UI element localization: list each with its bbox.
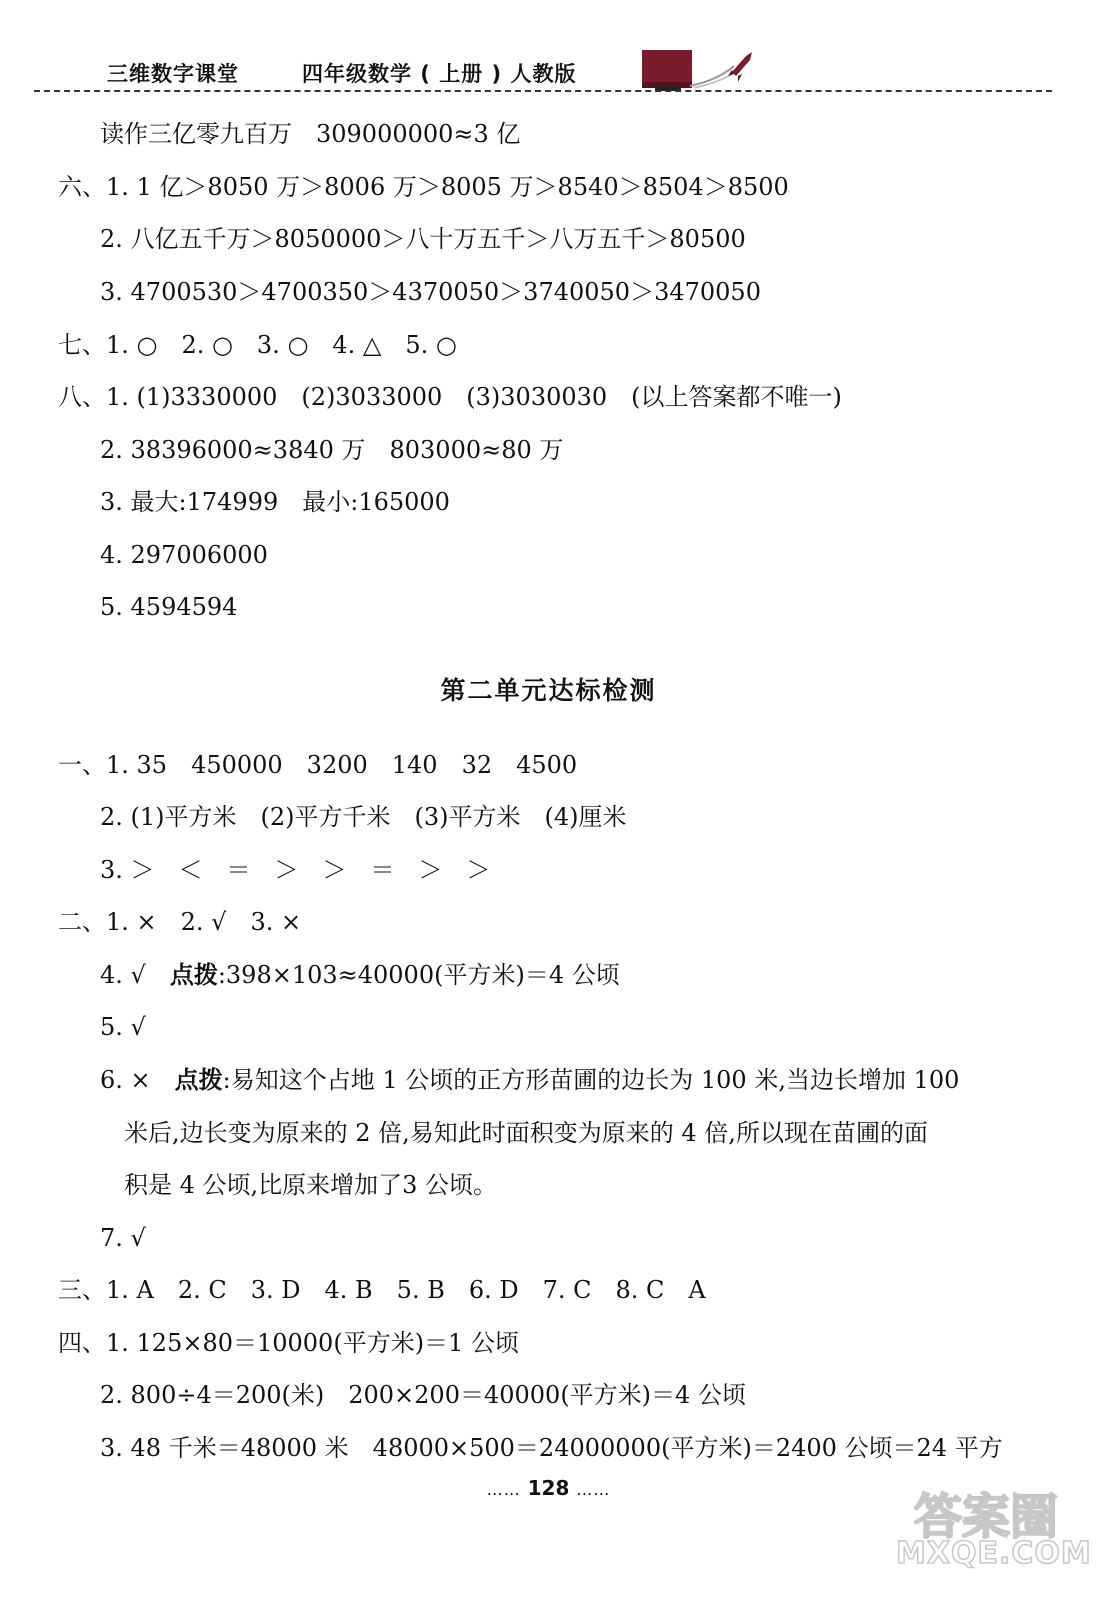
answer-line: 四、1. 125×80＝10000(平方米)＝1 公顷 xyxy=(58,1329,519,1357)
rocket-icon xyxy=(688,50,754,90)
page-dots-right: …… xyxy=(576,1480,611,1499)
answer-line: 3. ＞ ＜ ＝ ＞ ＞ ＝ ＞ ＞ xyxy=(100,856,491,884)
watermark-logo xyxy=(896,1478,1092,1578)
answer-line: 3. 4700530＞4700350＞4370050＞3740050＞3470050 xyxy=(100,278,761,306)
answer-line: 5. 4594594 xyxy=(100,593,238,621)
hint-text: :易知这个占地 1 公顷的正方形苗圃的边长为 100 米,当边长增加 100 xyxy=(222,1066,960,1094)
answer-line: 3. 48 千米＝48000 米 48000×500＝24000000(平方米)＝2400 公顷＝24 平方 xyxy=(100,1434,1003,1462)
answer-line: 2. 38396000≈3840 万 803000≈80 万 xyxy=(100,436,564,464)
page-dots-left: …… xyxy=(486,1480,521,1499)
answer-line: 3. 最大:174999 最小:165000 xyxy=(100,488,450,516)
answer-line: 七、1. ○ 2. ○ 3. ○ 4. △ 5. ○ xyxy=(58,331,457,359)
hint-text: :398×103≈40000(平方米)＝4 公顷 xyxy=(217,961,620,989)
answer-line-hint xyxy=(100,960,620,990)
answer-line: 5. √ xyxy=(100,1013,146,1041)
book-series-title: 三维数字课堂 xyxy=(107,62,239,86)
screen-logo-icon xyxy=(642,50,692,88)
hint-label: 点拨 xyxy=(169,961,218,989)
section-title: 第二单元达标检测 xyxy=(440,676,657,705)
page-header xyxy=(0,0,1097,96)
watermark-title: 答案圈 xyxy=(913,1489,1058,1545)
answer-line: 六、1. 1 亿＞8050 万＞8006 万＞8005 万＞8540＞8504＞8500 xyxy=(58,173,789,201)
answer-line: 二、1. × 2. √ 3. × xyxy=(58,908,302,936)
answer-line: 2. (1)平方米 (2)平方千米 (3)平方米 (4)厘米 xyxy=(100,803,627,831)
hint-label: 点拨 xyxy=(174,1066,223,1094)
answer-mark: 6. × xyxy=(100,1066,175,1094)
answer-line-hint xyxy=(100,1065,959,1095)
answer-line: 2. 800÷4＝200(米) 200×200＝40000(平方米)＝4 公顷 xyxy=(100,1381,746,1409)
page-number-value: 128 xyxy=(527,1476,570,1500)
hint-continuation: 积是 4 公顷,比原来增加了3 公顷。 xyxy=(124,1171,498,1199)
answer-line: 7. √ xyxy=(100,1224,146,1252)
answer-line: 八、1. (1)3330000 (2)3033000 (3)3030030 (以上答案都不唯一) xyxy=(58,383,842,411)
watermark-url: MXQE.COM xyxy=(896,1536,1092,1571)
answer-line: 三、1. A 2. C 3. D 4. B 5. B 6. D 7. C 8. C A xyxy=(58,1276,706,1304)
answer-line: 2. 八亿五千万＞8050000＞八十万五千＞八万五千＞80500 xyxy=(100,225,746,253)
book-subject-title: 四年级数学 ( 上册 ) 人教版 xyxy=(302,62,577,86)
hint-continuation: 米后,边长变为原来的 2 倍,易知此时面积变为原来的 4 倍,所以现在苗圃的面 xyxy=(124,1119,928,1147)
answer-mark: 4. √ xyxy=(100,961,170,989)
answer-line: 4. 297006000 xyxy=(100,541,268,569)
answer-line: 读作三亿零九百万 309000000≈3 亿 xyxy=(100,120,521,148)
answer-line: 一、1. 35 450000 3200 140 32 4500 xyxy=(58,751,578,779)
header-divider xyxy=(34,90,1052,92)
